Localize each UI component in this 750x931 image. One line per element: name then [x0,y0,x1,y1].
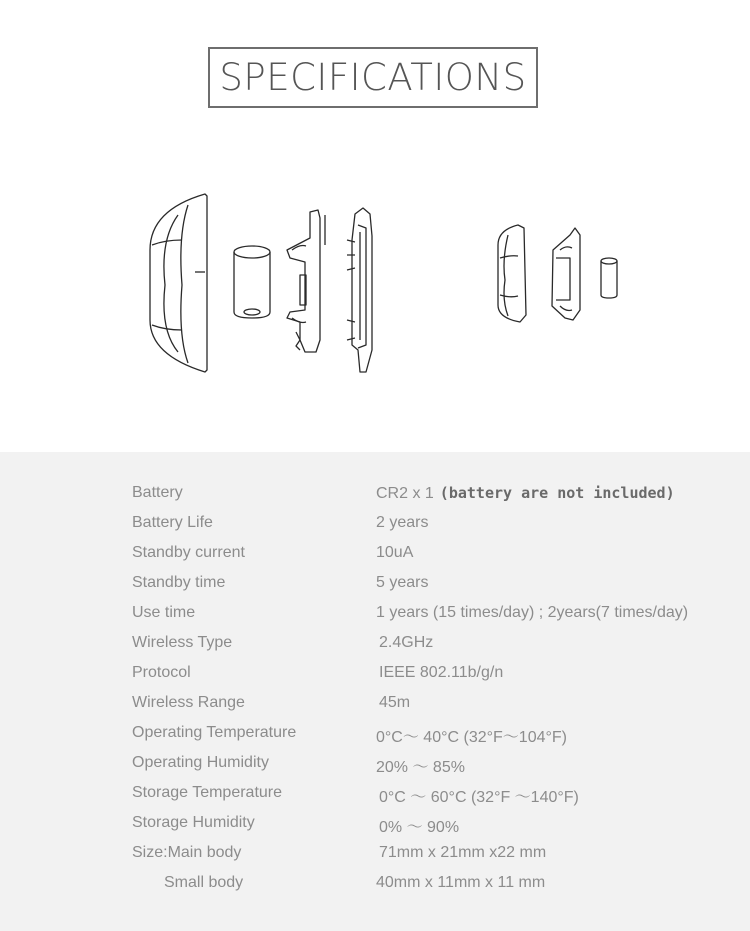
spec-row-use-time [0,600,750,630]
page-title: SPECIFICATIONS [219,56,527,99]
spec-label: Operating Humidity [132,754,269,771]
spec-label: Standby current [132,544,245,561]
spec-row-wireless-type [0,630,750,660]
spec-label: Wireless Range [132,694,245,711]
product-exploded-illustration [0,180,750,390]
small-body-bracket [552,228,580,320]
spec-value: 1 years (15 times/day) ; 2years(7 times/day) [376,604,689,621]
spec-label: Use time [132,604,196,621]
spec-value: IEEE 802.11b/g/n [379,664,504,681]
spec-row-storage-temperature [0,780,750,810]
spec-value: 2 years [376,514,429,531]
spec-label: Battery Life [132,514,213,531]
spec-value [376,484,675,503]
spec-label: Storage Humidity [132,814,255,831]
spec-label: Standby time [132,574,226,591]
spec-row-operating-humidity [0,750,750,780]
spec-label: Small body [164,874,244,891]
main-body-back-plate [347,208,372,372]
spec-value: 20% ～ 85% [376,759,465,776]
spec-row-size-main-body [0,840,750,870]
spec-value: 0°C ～ 60°C (32°F ～140°F) [379,789,579,806]
spec-label: Battery [132,484,183,501]
spec-row-storage-humidity [0,810,750,840]
small-body-front-shell [498,225,526,322]
spec-label: Wireless Type [132,634,233,651]
magnet-cylinder [601,258,617,298]
main-body-front-shell [150,194,207,372]
spec-row-battery [0,480,750,510]
spec-value: 10uA [376,544,414,561]
spec-row-wireless-range [0,690,750,720]
spec-value: 45m [379,694,411,711]
spec-row-battery-life [0,510,750,540]
spec-row-standby-time [0,570,750,600]
spec-value-text: CR2 x 1 [376,485,434,502]
spec-label: Protocol [132,664,191,681]
spec-row-protocol [0,660,750,690]
spec-row-size-small-body [0,870,750,900]
spec-value: 0°C～ 40°C (32°F～104°F) [376,729,567,746]
spec-value: 2.4GHz [379,634,434,651]
spec-value: 5 years [376,574,429,591]
spec-label: Size:Main body [132,844,242,861]
spec-row-standby-current [0,540,750,570]
header-section [0,0,750,452]
main-body-bracket [287,210,325,352]
spec-label: Storage Temperature [132,784,283,801]
spec-label: Operating Temperature [132,724,297,741]
spec-row-operating-temperature [0,720,750,750]
title-frame [208,47,538,108]
specifications-table [0,452,750,931]
spec-value: 40mm x 11mm x 11 mm [376,874,546,891]
spec-note: (battery are not included) [439,484,675,502]
spec-value: 71mm x 21mm x22 mm [379,844,547,861]
battery-cylinder [234,246,270,318]
spec-value: 0% ～ 90% [379,819,460,836]
